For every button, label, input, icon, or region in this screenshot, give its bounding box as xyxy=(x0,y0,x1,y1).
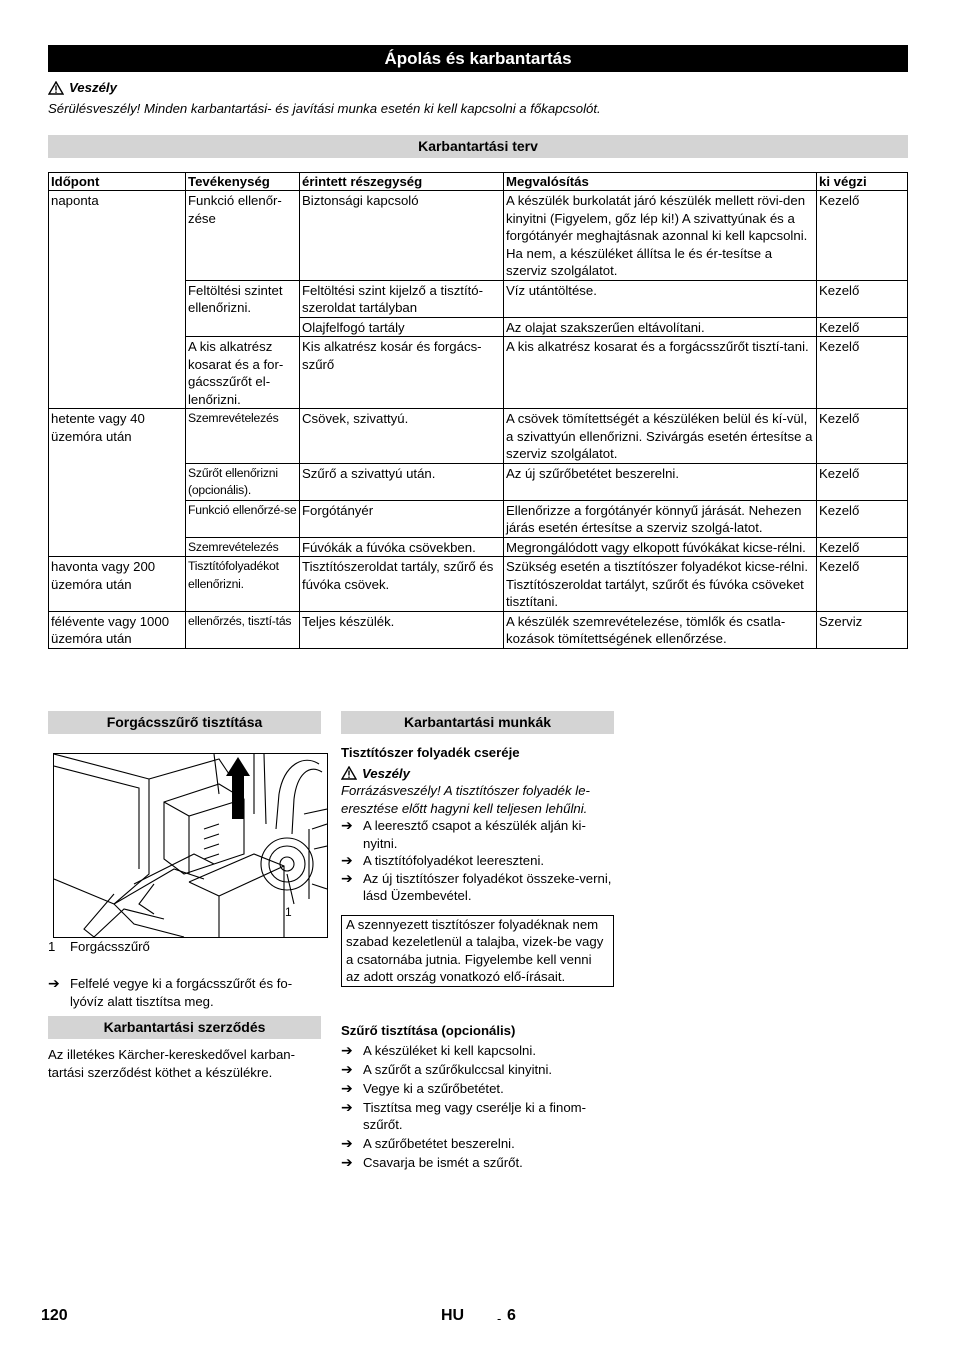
cell-action: A készülék szemrevételezése, tömlők és csatla-kozások tömítettségének ellenőrzése. xyxy=(504,611,817,648)
cell-part: Forgótányér xyxy=(300,500,504,537)
header-activity: Tevékenység xyxy=(186,173,300,191)
list-item xyxy=(341,1135,614,1153)
cell-part: Feltöltési szint kijelző a tisztító-szeroldat tartályban xyxy=(300,280,504,317)
cell-who: Kezelő xyxy=(817,409,908,464)
list-item xyxy=(341,1080,614,1098)
language-code: HU xyxy=(441,1307,465,1324)
fluid-change-heading: Tisztítószer folyadék cseréje xyxy=(341,745,520,760)
arrow-right-icon: ➔ xyxy=(341,817,353,833)
cell-action: Víz utántöltése. xyxy=(504,280,817,317)
cell-time: havonta vagy 200 üzemóra után xyxy=(49,557,186,612)
cell-activity: ellenőrzés, tisztí-tás xyxy=(186,611,300,648)
contract-section-title: Karbantartási szerződés xyxy=(48,1016,321,1039)
cell-activity: A kis alkatrész kosarat és a for-gácsszűrőt el-lenőrizni. xyxy=(186,337,300,409)
chip-filter-figure xyxy=(53,753,328,938)
cell-action: Az olajat szakszerűen eltávolítani. xyxy=(504,317,817,337)
cell-activity: Szemrevételezés xyxy=(186,409,300,464)
cell-action: A csövek tömítettségét a készüléken belül és kí-vül, a szivattyún ellenőrizni. Szivárgás esetén értesítse a szerviz szolgálatot. xyxy=(504,409,817,464)
header-action: Megvalósítás xyxy=(504,173,817,191)
cell-part: Kis alkatrész kosár és forgács-szűrő xyxy=(300,337,504,409)
header-part: érintett részegység xyxy=(300,173,504,191)
legend-text: Forgácsszűrő xyxy=(70,939,150,954)
table-row xyxy=(49,191,908,281)
environment-note: A szennyezett tisztítószer folyadéknak nem szabad kezeletlenül a talajba, vizek-be vagy a csatornába jutnia. Figyelembe kell venni az adott ország vonatkozó elő-írásait. xyxy=(341,915,614,987)
step-text: A készüléket ki kell kapcsolni. xyxy=(363,1042,536,1058)
legend-number: 1 xyxy=(48,939,56,954)
step-text: Csavarja be ismét a szűrőt. xyxy=(363,1155,523,1170)
cell-who: Kezelő xyxy=(817,337,908,409)
maintenance-plan-table xyxy=(48,172,908,649)
cell-time: naponta xyxy=(49,191,186,409)
list-item xyxy=(341,870,614,905)
cell-part: Biztonsági kapcsoló xyxy=(300,191,504,281)
fluid-change-section xyxy=(341,744,614,987)
arrow-right-icon: ➔ xyxy=(341,1041,353,1058)
arrow-right-icon: ➔ xyxy=(341,1154,353,1170)
chip-filter-instruction: Felfelé vegye ki a forgácsszűrőt és fo-lyóvíz alatt tisztítsa meg. xyxy=(70,976,293,1009)
list-item xyxy=(341,1042,614,1060)
cell-action: Megrongálódott vagy elkopott fúvókákat kicse-rélni. xyxy=(504,537,817,557)
arrow-right-icon: ➔ xyxy=(341,1135,353,1151)
contract-text: Az illetékes Kärcher-kereskedővel karban-tartási szerződést köthet a készülékre. xyxy=(48,1047,296,1080)
chip-filter-section-title: Forgácsszűrő tisztítása xyxy=(48,711,321,734)
arrow-right-icon: ➔ xyxy=(341,852,353,868)
cell-action: Szükség esetén a tisztítószer folyadékot kicse-rélni. Tisztítószeroldat tartályt, szűrőt és fúvóka csöveket tisztítani. xyxy=(504,557,817,612)
list-item xyxy=(341,1154,614,1172)
step-text: Tisztítsa meg vagy cserélje ki a finom-szűrőt. xyxy=(363,1099,587,1132)
arrow-right-icon: ➔ xyxy=(341,1060,353,1077)
cell-who: Szerviz xyxy=(817,611,908,648)
arrow-right-icon: ➔ xyxy=(341,1098,353,1115)
cell-activity: Szűrőt ellenőrizni (opcionális). xyxy=(186,463,300,500)
sub-page-number: 6 xyxy=(507,1307,516,1324)
step-text: A leeresztő csapot a készülék alján ki-nyitni. xyxy=(363,818,586,851)
step-text: Az új tisztítószer folyadékot összeke-verni, lásd Üzembevétel. xyxy=(363,870,612,903)
cell-activity: Feltöltési szintet ellenőrizni. xyxy=(186,280,300,337)
cell-who: Kezelő xyxy=(817,463,908,500)
fluid-warning-text: Forrázásveszély! A tisztítószer folyadék le-eresztése előtt hagyni kell teljesen lehűlni. xyxy=(341,783,590,816)
figure-callout: 1 xyxy=(285,905,292,919)
page-title: Ápolás és karbantartás xyxy=(48,45,908,72)
arrow-right-icon: ➔ xyxy=(341,1079,353,1096)
arrow-right-icon: ➔ xyxy=(341,869,353,886)
cell-who: Kezelő xyxy=(817,191,908,281)
page-number: 120 xyxy=(41,1307,68,1324)
table-header-row xyxy=(49,173,908,191)
cell-who: Kezelő xyxy=(817,500,908,537)
warning-title: Veszély xyxy=(69,80,117,95)
fluid-warning-title: Veszély xyxy=(362,765,410,781)
cell-part: Tisztítószeroldat tartály, szűrő és fúvóka csövek. xyxy=(300,557,504,612)
warning-heading xyxy=(48,79,117,97)
list-item xyxy=(341,1099,614,1134)
table-row xyxy=(49,611,908,648)
cell-activity: Tisztítófolyadékot ellenőrizni. xyxy=(186,557,300,612)
cell-part: Fúvókák a fúvóka csövekben. xyxy=(300,537,504,557)
cell-part: Teljes készülék. xyxy=(300,611,504,648)
cell-part: Csövek, szivattyú. xyxy=(300,409,504,464)
header-who: ki végzi xyxy=(817,173,908,191)
table-row xyxy=(49,409,908,464)
plan-section-title: Karbantartási terv xyxy=(48,135,908,158)
chip-filter-step xyxy=(48,975,321,1010)
cell-who: Kezelő xyxy=(817,537,908,557)
header-time: Időpont xyxy=(49,173,186,191)
cell-action: Az új szűrőbetétet beszerelni. xyxy=(504,463,817,500)
cell-activity: Funkció ellenőr-zése xyxy=(186,191,300,281)
list-item xyxy=(341,852,614,870)
cell-who: Kezelő xyxy=(817,280,908,317)
cell-time: félévente vagy 1000 üzemóra után xyxy=(49,611,186,648)
cell-action: A készülék burkolatát járó készülék mellett rövi-den kinyitni (Figyelem, gőz lép ki!) A szivattyúnak és a forgótányér meghajtásnak azonnal ki kell kapcsolni. Ha nem, a készüléket állítsa le és ér-tesítse a szerviz szolgálatot. xyxy=(504,191,817,281)
cell-action: A kis alkatrész kosarat és a forgácsszűrőt tisztí-tani. xyxy=(504,337,817,409)
step-text: A szűrőbetétet beszerelni. xyxy=(363,1136,515,1151)
cell-who: Kezelő xyxy=(817,317,908,337)
fluid-warning-heading xyxy=(341,765,614,783)
cell-part: Olajfelfogó tartály xyxy=(300,317,504,337)
table-row xyxy=(49,557,908,612)
cell-time: hetente vagy 40 üzemóra után xyxy=(49,409,186,557)
warning-triangle-icon xyxy=(341,766,357,780)
step-text: Vegye ki a szűrőbetétet. xyxy=(363,1080,504,1096)
list-item xyxy=(341,1061,614,1079)
step-text: A szűrőt a szűrőkulccsal kinyitni. xyxy=(363,1061,553,1077)
list-item xyxy=(341,817,614,852)
step-text: A tisztítófolyadékot leereszteni. xyxy=(363,853,545,868)
warning-triangle-icon xyxy=(48,81,64,95)
cell-part: Szűrő a szivattyú után. xyxy=(300,463,504,500)
work-section-title: Karbantartási munkák xyxy=(341,711,614,734)
figure-legend xyxy=(48,938,150,956)
cell-activity: Szemrevételezés xyxy=(186,537,300,557)
footer-separator: - xyxy=(497,1311,502,1326)
cell-activity: Funkció ellenőrzé-se xyxy=(186,500,300,537)
cell-who: Kezelő xyxy=(817,557,908,612)
filter-clean-section xyxy=(341,1022,614,1172)
warning-text: Sérülésveszély! Minden karbantartási- és javítási munka esetén ki kell kapcsolni a főkapcsolót. xyxy=(48,101,601,116)
arrow-right-icon: ➔ xyxy=(48,975,60,991)
filter-clean-heading: Szűrő tisztítása (opcionális) xyxy=(341,1023,516,1038)
cell-action: Ellenőrizze a forgótányér könnyű járását. Nehezen járás esetén értesítse a szerviz szolgá-latot. xyxy=(504,500,817,537)
